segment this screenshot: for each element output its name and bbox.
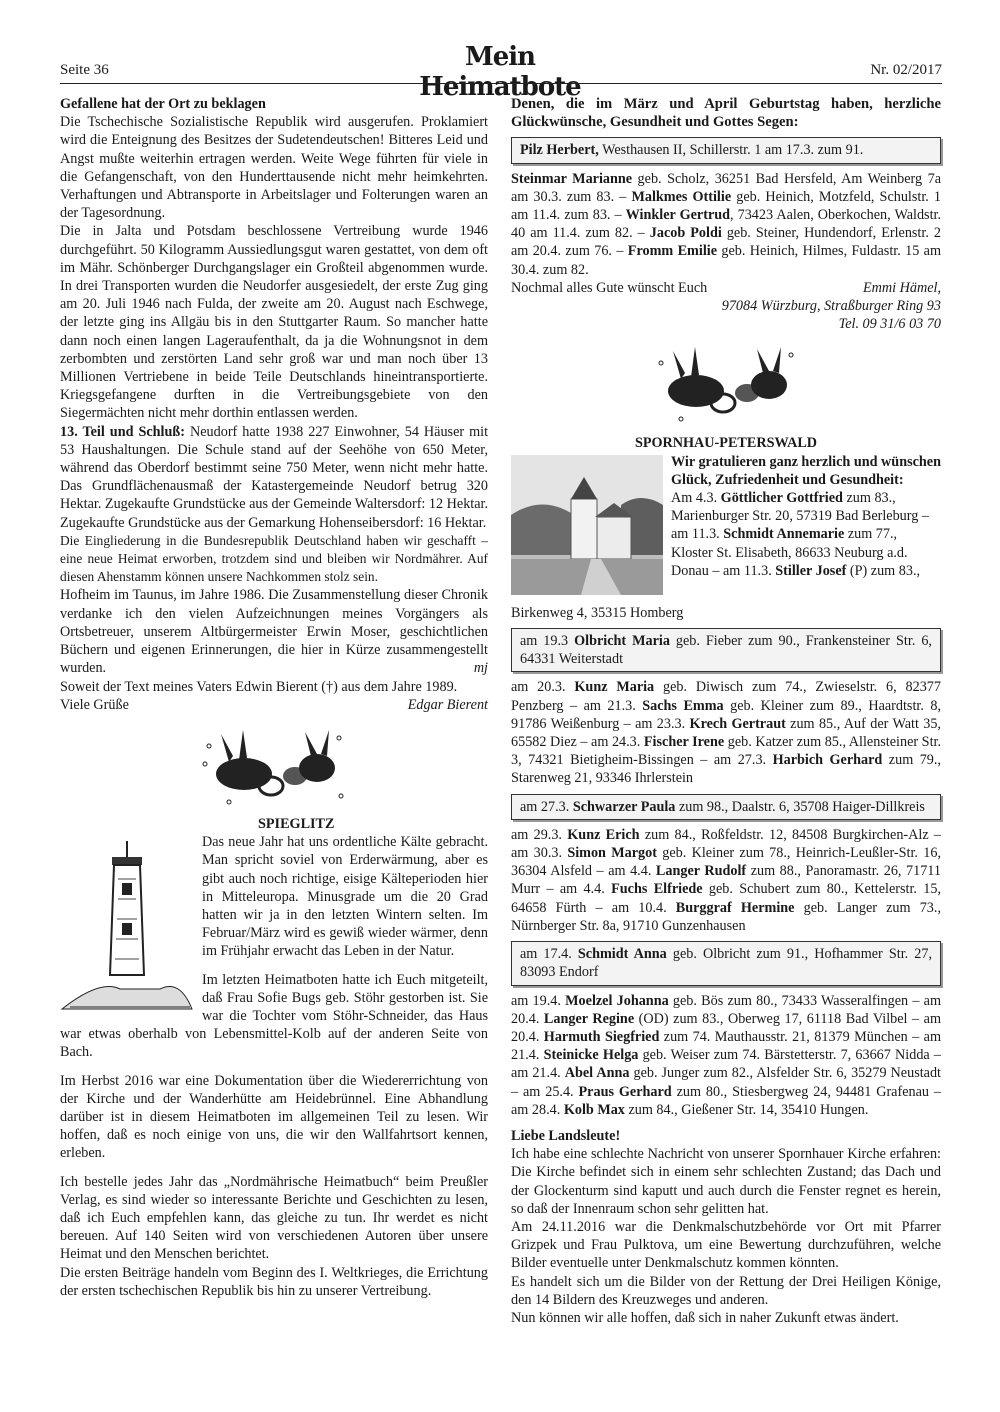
highlight-box: am 27.3. Schwarzer Paula zum 98., Daalstr. 6, 35708 Haiger-Dillkreis [511,794,941,820]
right-column [511,95,941,1327]
paragraph: Das neue Jahr hat uns ordentliche Kälte gebracht. Man spricht soviel von Erderwärmung, aber es gibt auch noch richtige, eisige Kälteperioden hier in Mitteleuropa. Minusgrade um die 20 Grad hatten wir ja in den letzten Wintern selten. Im Februar/März wird es gewiß wieder wärmer, denn im Frühjahr erwacht das Leben in der Natur. [202,834,488,960]
heading-landsleute: Liebe Landsleute! [511,1127,621,1144]
phone-line: Tel. 09 31/6 03 70 [838,316,941,333]
highlight-box: am 17.4. Schmidt Anna geb. Olbricht zum 91., Hofhammer Str. 27, 83093 Endorf [511,941,941,985]
paragraph: Im letzten Heimatboten hatte ich Euch mitgeteilt, daß Frau Sofie Bugs geb. Stöhr gestorben ist. Sie war die Tochter vom Stöhr-Schneider, das Haus war etwas oberhalb von Lebensmittel-Kolb auf der anderen Seite von Bach. [60,971,488,1061]
greeting-line: Nochmal alles Gute wünscht Euch Emmi Hämel, [511,279,941,296]
section-title-spornhau: SPORNHAU-PETERSWALD [634,435,818,452]
address-line: 97084 Würzburg, Straßburger Ring 93 [721,298,941,315]
paragraph: Die Eingliederung in die Bundesrepublik Deutschland haben wir geschafft – eine neue Heimat erworben, trotzdem sind und bleiben wir Nordmährer. Auf diesen Ahenstamm können unsere Nachkommen stolz sein. [60,532,488,585]
paragraph: Hofheim im Taunus, im Jahre 1986. Die Zusammenstellung dieser Chronik verdanke ich den vielen Aufzeichnungen meines Vorgängers als Ortsbetreuer, unserem Altbürgermeister Erwin Moser, geschichtlichen Büchern und eigenen Erinnerungen, die hier in Kürze zusammengestellt wurden. mj [60,587,488,677]
highlight-box: Pilz Herbert, Westhausen II, Schillerstr. 1 am 17.3. zum 91. [511,137,941,163]
lead-bold: 13. Teil und Schluß: [60,423,186,440]
paragraph: Die ersten Beiträge handeln vom Beginn des I. Weltkrieges, die Errichtung der ersten tschechischen Republik bis hin zu unserer Vertreibung. [60,1264,488,1299]
highlight-box: am 19.3 Olbricht Maria geb. Fieber zum 90., Frankensteiner Str. 6, 64331 Weiterstadt [511,628,941,672]
masthead-title: Mein Heimatbote [419,42,581,102]
paragraph: Soweit der Text meines Vaters Edwin Bierent (†) aus dem Jahre 1989. [60,678,458,695]
tower-illustration [60,839,194,1016]
heading-birthdays: Denen, die im März und April Geburtstag haben, herzliche Glückwünsche, Gesundheit und Gottes Segen: [511,96,941,131]
paragraph: Am 4.3. Göttlicher Gottfried zum 83., Marienburger Str. 20, 57319 Bad Berleburg – am 11.3. Schmidt Annemarie zum 77., Kloster St. Elisabeth, 86633 Neuburg a.d. Donau – am 11.3. Stiller Josef (P) zum 83., [671,490,929,579]
paragraph: Ich bestelle jedes Jahr das „Nordmährische Heimatbuch“ beim Preußler Verlag, es sind wieder so interessante Berichte und Geschichten zu lesen, daß ich Euch empfehlen kann, das gleiche zu tun. Ihr werdet es nicht bereuen. Auf 140 Seiten wird von verschiedenen Autoren über unsere Heimat und den Menschen berichtet. [60,1173,488,1263]
paragraph: Steinmar Marianne geb. Scholz, 36251 Bad Hersfeld, Am Weinberg 7a am 30.3. zum 83. – Malkmes Ottilie geb. Heinich, Motzfeld, Schulstr. 1 am 11.4. zum 83. – Winkler Gertrud, 73423 Aalen, Oberkochen, Waldstr. 40 am 11.4. zum 82. – Jacob Poldi geb. Steiner, Hundendorf, Erlenstr. 2 am 20.4. zum 76. – Fromm Emilie geb. Heinich, Hilmes, Fuldastr. 15 am 30.4. zum 82. [511,170,942,278]
page-number: Seite 36 [60,62,109,78]
paragraph: Die Tschechische Sozialistische Republik wird ausgerufen. Proklamiert wird die Enteignung des Besitzes der Sudetendeutschen! Bitteres Leid und Angst mußte weiterhin ertragen werden. Weite Wege führten für viele in die Gefangenschaft, von den Hunderttausende nicht mehr heimkehrten. Verhaftungen und Abtransporte in Arbeitslager und Folterungen waren an der Tagesordnung. [60,114,488,222]
section-title-spieglitz: SPIEGLITZ [258,815,335,832]
heading-fallen: Gefallene hat der Ort zu beklagen [60,96,266,112]
congrats-lead: Wir gratulieren ganz herzlich und wünschen Glück, Zufriedenheit und Gesundheit: [671,453,941,488]
easter-bunny-illustration [60,726,488,811]
church-photo [511,455,663,600]
paragraph: Im Herbst 2016 war eine Dokumentation über die Wiedererrichtung von der Kirche und der Wanderhütte am Heidebrünnel. Eine Abhandlung darüber ist in diesem Heimatboten im allgemeinen Teil zu lesen. Wir hoffen, daß es noch einige von uns, die wir den Wallfahrtsort kennen, erleben. [60,1072,488,1162]
paragraph: 13. Teil und Schluß: Neudorf hatte 1938 227 Einwohner, 54 Häuser mit 53 Haushaltungen. Die Schule stand auf der Seehöhe von 650 Meter, während das Oberdorf bestimmt seine 750 Meter, wenn nicht mehr hatte. Das Grundflächenausmaß der Katastergemeinde Neudorf betrug 320 Hektar. Zugekaufte Grundstücke aus der Gemeinde Waltersdorf: 12 Hektar. Zugekaufte Grundstücke aus der Gemarkung Hohenseibersdorf: 16 Hektar. [60,423,489,531]
paragraph: am 29.3. Kunz Erich zum 84., Roßfeldstr. 12, 84508 Burgkirchen-Alz – am 30.3. Simon Margot geb. Kleiner zum 78., Heinrich-Leußler-Str. 16, 36304 Alsfeld – am 4.4. Langer Rudolf zum 88., Panoramastr. 26, 71711 Murr – am 4.4. Fuchs Elfriede geb. Schubert zum 80., Kettelerstr. 15, 64658 Fürth – am 10.4. Burggraf Hermine geb. Langer zum 73., Nürnberger Str. 8a, 91710 Gunzenhausen [511,826,941,934]
bunny-icon [651,343,801,428]
paragraph: Am 24.11.2016 war die Denkmalschutzbehörde vor Ort mit Pfarrer Grizpek und Frau Pulktova, um eine Bewertung durchzuführen, welche Bilder eventuelle unter Denkmalschutz kommen könnten. [511,1218,941,1272]
greeting-line: Viele Grüße Edgar Bierent [60,696,488,713]
church-icon [511,455,663,595]
paragraph: Birkenweg 4, 35315 Homberg [511,604,684,621]
paragraph: Die in Jalta und Potsdam beschlossene Vertreibung wurde 1946 durchgeführt. 50 Kilogramm Aussiedlungsgut waren gestattet, von dem oft im Mähr. Schönberger Durchgangslager ein Großteil abgenommen wurde. In drei Transporten wurden die Neudorfer ausgesiedelt, der erste Zug ging am 20. Juli 1946 nach Fulda, der zweite am 20. August nach Eschwege, der letzte ging ins Allgäu bis in den Stuttgarter Raum. So mancher hatte dann noch einen langen Lageraufenthalt, da ja die Wohnungsnot in dem zerbombten und zerstörten Land sehr groß war und man noch über 13 Millionen Vertriebene in beide Teile Deutschlands hineintransportierte. Kriegsgefangene durften in die Vertreibungsgebiete von den Siegermächten nicht mehr dorthin entlassen werden. [60,223,488,422]
easter-bunny-illustration [511,343,941,428]
paragraph: am 19.4. Moelzel Johanna geb. Bös zum 80., 73433 Wasseralfingen – am 20.4. Langer Regine (OD) zum 83., Oberweg 17, 61118 Bad Vilbel – am 20.4. Harmuth Siegfried zum 74. Mauthausstr. 21, 81379 München – am 21.4. Steinicke Helga geb. Weiser zum 74. Bärstetterstr. 7, 63667 Nidda – am 21.4. Abel Anna geb. Junger zum 82., Alsfelder Str. 6, 35279 Neustadt – am 25.4. Praus Gerhard zum 80., Stiesbergweg 24, 94481 Grafenau – am 28.4. Kolb Max zum 84., Gießener Str. 14, 35410 Hungen. [511,992,941,1118]
paragraph: Es handelt sich um die Bilder von der Rettung der Drei Heiligen Könige, den 14 Bildern des Kreuzweges und anderen. [511,1273,941,1308]
left-column [60,95,488,1300]
header-rule [60,83,942,84]
bunny-icon [199,726,349,811]
issue-number: Nr. 02/2017 [870,62,942,78]
paragraph: Nun können wir alle hoffen, daß sich in naher Zukunft etwas ändert. [511,1309,899,1326]
signature: mj [473,660,488,677]
paragraph: am 20.3. Kunz Maria geb. Diwisch zum 74., Zwieselstr. 6, 82377 Penzberg – am 21.3. Sachs Emma geb. Kleiner zum 89., Haardtstr. 8, 91786 Weißenburg – am 23.3. Krech Gertraut zum 85., Auf der Watt 35, 65582 Diez – am 24.3. Fischer Irene geb. Katzer zum 85., Allensteiner Str. 3, 74321 Bietigheim-Bissingen – am 27.3. Harbich Gerhard zum 79., Starenweg 21, 93346 Ihrlerstein [511,679,941,787]
signature: Emmi Hämel, [862,279,941,296]
signature: Edgar Bierent [407,696,488,713]
tower-icon [60,839,194,1011]
paragraph: Ich habe eine schlechte Nachricht von unserer Spornhauer Kirche erfahren: Die Kirche befindet sich in einem sehr schlechten Zustand; das Dach und der Glockenturm sind kaputt und auch durch die Fenster regnet es herein, so daß der Innenraum schon sehr gelitten hat. [511,1146,941,1217]
